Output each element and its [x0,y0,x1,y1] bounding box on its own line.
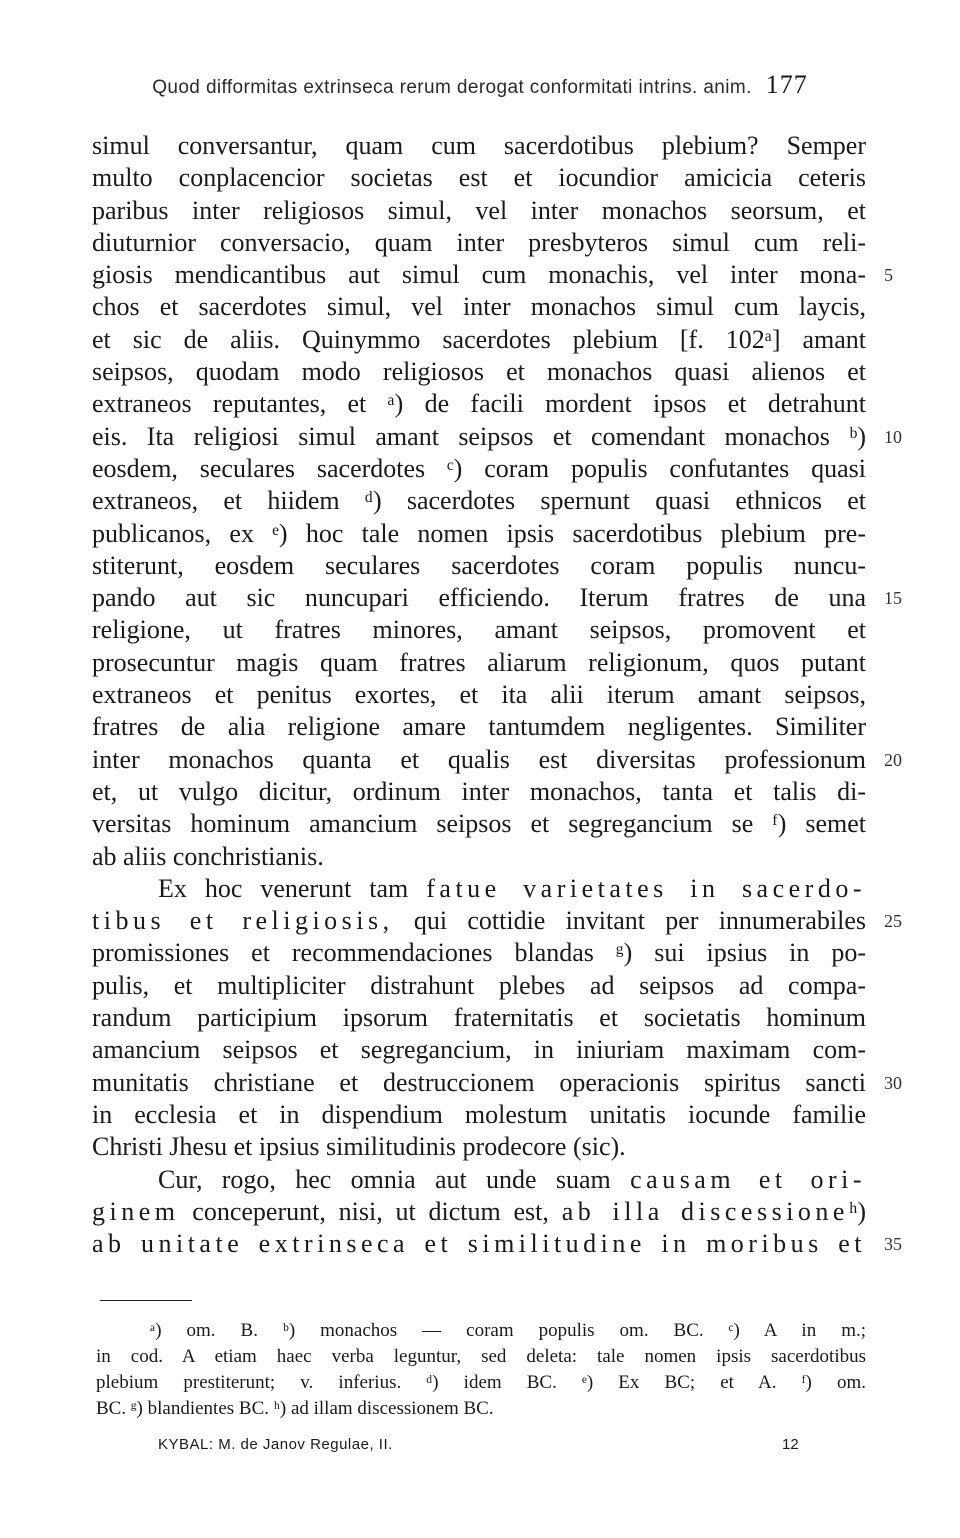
line-text: pando aut sic nuncupari efficiendo. Iterum fratres de una [92,583,866,613]
text-line [92,744,902,776]
text-line [92,453,866,485]
footnote-rule [100,1300,192,1301]
line-number: 30 [884,1072,902,1093]
text-line [92,485,866,517]
line-text: promissiones et recommendaciones blandas ᵍ) sui ipsius in po- [92,938,866,968]
line-text: qui cottidie invitant per innumerabiles [393,906,866,936]
text-line [92,808,866,840]
line-text: simul conversantur, quam cum sacerdotibus plebium? Semper [92,131,866,160]
text-line [92,550,866,582]
text-line [92,711,866,743]
running-header [0,70,960,100]
spaced-text: tibus et religiosis, [92,906,394,936]
line-text: paribus inter religiosos simul, vel inter monachos seorsum, et [92,195,866,225]
line-text: religione, ut fratres minores, amant seipsos, promovent et [92,615,866,645]
main-text [92,130,902,1260]
text-line [92,776,866,808]
text-line [92,970,866,1002]
text-line [92,227,866,259]
line-text: extraneos reputantes, et ᵃ) de facili mordent ipsos et detrahunt [92,389,866,419]
line-text: chos et sacerdotes simul, vel inter monachos simul cum laycis, [92,292,866,322]
line-text: Ex hoc venerunt tam [158,873,427,903]
line-text: giosis mendicantibus aut simul cum monachis, vel inter mona- [92,260,866,290]
text-line [92,518,866,550]
line-text: Cur, rogo, hec omnia aut unde suam [158,1164,631,1194]
line-number: 10 [884,426,902,447]
line-text: fratres de alia religione amare tantumdem negligentes. Similiter [92,712,866,742]
line-text: et sic de aliis. Quinymmo sacerdotes plebium [f. 102ᵃ] amant [92,324,866,354]
line-number: 20 [884,749,902,770]
spaced-text: ab unitate extrinseca et similitudine in moribus et [92,1229,866,1259]
line-text: versitas hominum amancium seipsos et segregancium se ᶠ) semet [92,809,866,839]
text-line [92,195,866,227]
text-line [92,582,902,614]
text-line [92,905,902,937]
text-line [92,1034,866,1066]
line-number: 15 [884,588,902,609]
line-text: publicanos, ex ᵉ) hoc tale nomen ipsis sacerdotibus plebium pre- [92,518,866,548]
line-text: et, ut vulgo dicitur, ordinum inter monachos, tanta et talis di- [92,776,866,806]
text-line [92,162,866,194]
line-text: randum participium ipsorum fraternitatis et societatis hominum [92,1003,866,1033]
line-text: stiterunt, eosdem seculares sacerdotes coram populis nuncu- [92,550,866,580]
line-text: extraneos et penitus exortes, et ita alii iterum amant seipsos, [92,680,866,710]
text-line [92,1196,866,1228]
line-text: in ecclesia et in dispendium molestum unitatis iocunde familie [92,1099,866,1129]
line-text: multo conplacencior societas est et iocundior amicicia ceteris [92,163,866,193]
spaced-text: causam et ori- [630,1164,867,1194]
text-line [92,841,866,873]
line-number: 35 [884,1234,902,1255]
line-text: munitatis christiane et destruccionem operacionis spiritus sancti [92,1067,866,1097]
text-line [92,388,866,420]
text-line [92,1099,866,1131]
line-text: eosdem, seculares sacerdotes ᶜ) coram populis confutantes quasi [92,453,866,483]
line-text: ʰ) [848,1196,866,1226]
footnote-line: ᵃ) om. B. ᵇ) monachos — coram populis om. BC. ᶜ) A in m.; [150,1320,866,1341]
sheet-number: 12 [782,1436,799,1453]
line-text: seipsos, quodam modo religiosos et monachos quasi alienos et [92,357,866,387]
text-line [92,1228,902,1260]
text-line [92,1164,866,1196]
text-line [92,259,893,291]
text-line [92,679,866,711]
text-line [92,324,866,356]
line-number: 5 [884,265,893,286]
text-line [92,614,866,646]
footnotes [96,1318,866,1422]
running-title: Quod difformitas extrinseca rerum derogat conformitati intrins. anim. [152,77,752,98]
text-line [92,1002,866,1034]
line-number: 25 [884,911,902,932]
spaced-text: ab illa discessione [561,1196,849,1226]
line-text: conceperunt, nisi, ut dictum est, [179,1196,562,1226]
text-line [92,1131,866,1163]
text-line [92,1067,902,1099]
line-text: amancium seipsos et segregancium, in iniuriam maximam com- [92,1035,866,1065]
footnote-line: in cod. A etiam haec verba leguntur, sed deleta: tale nomen ipsis sacerdotibus [96,1346,866,1367]
page-number: 177 [765,70,808,99]
text-line [92,873,866,905]
line-text: eis. Ita religiosi simul amant seipsos et comendant monachos ᵇ) [92,421,866,451]
footnote-line: plebium prestiterunt; v. inferius. ᵈ) idem BC. ᵉ) Ex BC; et A. ᶠ) om. [96,1372,866,1393]
text-line [92,421,902,453]
text-line [92,356,866,388]
spaced-text: ginem [92,1196,180,1226]
line-text: prosecuntur magis quam fratres aliarum religionum, quos putant [92,647,866,677]
signature-mark: KYBAL: M. de Janov Regulae, II. [158,1436,393,1453]
line-text: pulis, et multipliciter distrahunt plebes ad seipsos ad compa- [92,970,866,1000]
line-text: inter monachos quanta et qualis est diversitas professionum [92,744,866,774]
line-text: ab aliis conchristianis. [92,841,324,871]
text-line [92,130,866,162]
line-text: extraneos, et hiidem ᵈ) sacerdotes spernunt quasi ethnicos et [92,486,866,516]
line-text: diuturnior conversacio, quam inter presbyteros simul cum reli- [92,227,866,257]
line-text: Christi Jhesu et ipsius similitudinis prodecore (sic). [92,1132,626,1162]
text-line [92,291,866,323]
text-line [92,647,866,679]
spaced-text: fatue varietates in sacerdo- [426,873,866,903]
footnote-line: BC. ᵍ) blandientes BC. ʰ) ad illam discessionem BC. [96,1398,494,1419]
text-line [92,937,866,969]
